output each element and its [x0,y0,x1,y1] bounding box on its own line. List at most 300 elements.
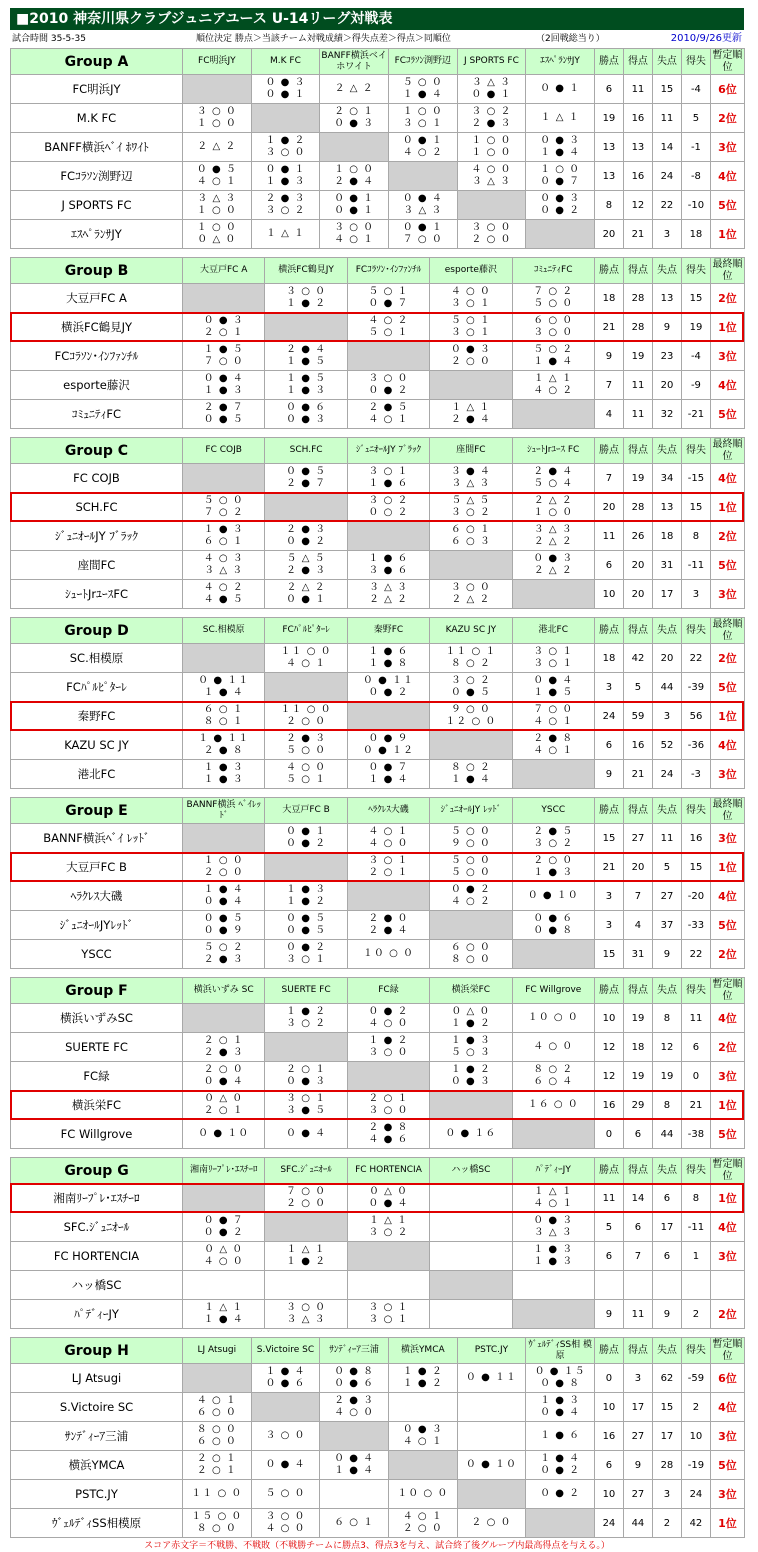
self-match-cell [265,673,347,702]
score-cell: ４ ○ ３ ３ △ ３ [183,551,265,580]
stat-cell: 27 [652,882,681,911]
stat-header: 得点 [623,258,652,284]
rank-header: 最終順位 [712,798,743,822]
self-match-cell [430,1091,512,1120]
rank-cell: 4位 [710,1393,744,1422]
score-cell: ６ ○ ０ ８ ○ ０ [430,940,512,969]
score-cell: ５ ○ ０ ９ ○ ０ [430,824,512,853]
stat-header: 勝点 [594,49,623,75]
table-row [11,75,745,104]
ranking-rule: 順位決定 勝点＞当該チーム対戦成績＞得失点差＞得点＞同順位 [196,34,451,44]
rank-cell: 4位 [710,882,744,911]
score-cell: １ ● ５ ７ ○ ０ [183,342,265,371]
score-cell: ４ ○ １ ２ ○ ０ [388,1509,457,1538]
stat-cell: 6 [594,551,623,580]
score-cell: ２ ● ０ ２ ● ４ [347,911,429,940]
opponent-header: 湘南ﾘｰﾌﾟﾚ･ｴｽﾁｰﾛ [183,1158,265,1184]
stat-cell: -1 [681,133,710,162]
stat-cell: 59 [623,702,652,731]
table-row [11,911,745,940]
rank-cell: 6位 [710,1364,744,1393]
table-row [11,1213,745,1242]
score-cell: ０ ● ５ ２ ● ７ [265,464,347,493]
table-row [11,162,745,191]
score-cell: ５ △ ５ ３ ○ ２ [430,493,512,522]
self-match-cell [347,702,429,731]
score-cell: ６ ○ ０ ３ ○ ０ [512,313,594,342]
table-row [11,1451,745,1480]
score-cell: ３ ○ ０ [251,1422,320,1451]
score-cell: ７ ○ ０ ２ ○ ０ [265,1184,347,1213]
opponent-header: BANNF横浜 ﾍﾞｲﾚｯﾄﾞ [183,798,265,824]
stat-cell: -39 [681,673,710,702]
self-match-cell [457,191,526,220]
stat-header: 得失 [681,1338,710,1364]
score-cell: ３ ○ １ ３ ● ５ [265,1091,347,1120]
stat-cell: 0 [594,1364,623,1393]
opponent-header: 港北FC [512,618,594,644]
team-name: ｺﾐｭﾆﾃｨFC [11,400,183,429]
stat-cell: 3 [681,580,710,609]
score-cell: １ ○ ０ ２ ○ ０ [183,853,265,882]
stat-cell: 9 [652,940,681,969]
score-cell: ４ ○ ２ ５ ○ １ [347,313,429,342]
stat-header: 得失 [681,1158,710,1184]
group-table [10,977,745,1149]
stat-cell: 56 [681,702,710,731]
score-cell: １ ○ ０ ２ ● ４ [320,162,389,191]
stat-cell: -4 [681,75,710,104]
stat-cell: 6 [594,731,623,760]
score-cell: １ ● ２ ３ ○ ２ [265,1004,347,1033]
score-cell: ０ △ ０ ２ ○ １ [183,1091,265,1120]
team-name: BANFF横浜ﾍﾞｲ ﾎﾜｲﾄ [11,133,183,162]
score-cell: ４ ○ １ ６ ○ ０ [183,1393,252,1422]
table-row [11,580,745,609]
opponent-header: FC緑 [347,978,429,1004]
score-cell: １５ ○ ０ ８ ○ ０ [183,1509,252,1538]
opponent-header: FCﾊﾟﾙﾋﾟﾀｰﾚ [265,618,347,644]
stat-cell: 13 [594,133,623,162]
stat-cell [594,1271,623,1300]
group-name: Group F [11,978,183,1004]
score-cell: ３ ○ ０ ３ △ ３ [265,1300,347,1329]
stat-cell: 9 [623,1451,652,1480]
score-cell: ０ ● ９ ０ ● １２ [347,731,429,760]
stat-header: 得点 [623,1158,652,1184]
stat-cell: 15 [652,75,681,104]
stat-cell: 7 [594,371,623,400]
self-match-cell [512,400,594,429]
rank-cell: 5位 [710,191,744,220]
group-name: Group A [11,49,183,75]
stat-cell: 5 [594,1213,623,1242]
rank-cell: 3位 [710,342,744,371]
table-row [11,1242,745,1271]
opponent-header: ｼﾞｭﾆｵｰﾙJY ﾚｯﾄﾞ [430,798,512,824]
stat-cell: 24 [594,1509,623,1538]
score-cell: ２ △ ２ [320,75,389,104]
score-cell: ２ ○ １ ３ ○ ０ [347,1091,429,1120]
self-match-cell [183,1004,265,1033]
rank-cell: 4位 [710,1004,744,1033]
stat-cell: 15 [594,824,623,853]
page-title: ■2010 神奈川県クラブジュニアユース U-14リーグ対戦表 [10,8,744,30]
stat-cell: 37 [652,911,681,940]
score-cell: ３ ○ １ １ ● ６ [347,464,429,493]
table-row [11,1480,745,1509]
score-cell: ０ ● １０ [512,882,594,911]
score-cell: １ △ １ １ ● ４ [183,1300,265,1329]
table-row [11,1033,745,1062]
score-cell: １ ○ ０ ３ ○ １ [388,104,457,133]
score-cell: ０ △ ０ ４ ○ ０ [183,1242,265,1271]
self-match-cell [183,824,265,853]
self-match-cell [430,911,512,940]
stat-cell: 15 [681,853,710,882]
stat-cell: 15 [681,493,710,522]
group-table [10,257,745,429]
score-cell: １ ● ２ ３ ○ ０ [251,133,320,162]
stat-cell: 19 [623,464,652,493]
stat-cell: 17 [652,580,681,609]
rank-cell: 4位 [710,162,744,191]
stat-cell: 16 [681,824,710,853]
opponent-header: 横浜栄FC [430,978,512,1004]
stat-header: 得点 [623,798,652,824]
score-cell: ０ ● ４ １ ● ５ [512,673,594,702]
stat-cell: 19 [623,1004,652,1033]
score-cell: ５ △ ５ ２ ● ３ [265,551,347,580]
team-name: 港北FC [11,760,183,789]
score-cell: １ △ １ [526,104,595,133]
rank-cell: 5位 [710,1120,744,1149]
stat-cell: 8 [652,1004,681,1033]
score-cell: ４ ○ ２ ４ ● ５ [183,580,265,609]
table-row [11,284,745,313]
stat-header: 失点 [652,1338,681,1364]
score-cell: ３ ○ ０ ２ △ ２ [430,580,512,609]
opponent-header: PSTC.JY [457,1338,526,1364]
score-cell [347,1271,429,1300]
stat-cell: 6 [652,1242,681,1271]
stat-cell: 12 [652,1033,681,1062]
stat-cell: -38 [681,1120,710,1149]
score-cell: １ ● ６ １ ● ８ [347,644,429,673]
table-row [11,551,745,580]
rank-cell: 1位 [710,313,744,342]
stat-cell: 42 [623,644,652,673]
score-cell: ３ ○ ０ ０ ● ２ [347,371,429,400]
score-cell: ０ ● ４ １ ● ４ [320,1451,389,1480]
score-cell: １ △ １ ４ ○ １ [512,1184,594,1213]
score-cell: ８ ○ ２ ６ ○ ４ [512,1062,594,1091]
stat-cell: 11 [594,1184,623,1213]
rank-header: 最終順位 [712,618,743,642]
stat-header: 失点 [652,49,681,75]
stat-cell: 16 [623,104,652,133]
score-cell: １ ● ５ １ ● ３ [265,371,347,400]
stat-cell: 9 [652,313,681,342]
score-cell: ３ ○ ２ ０ ○ ２ [347,493,429,522]
score-cell: １ ● ２ １ ● ２ [388,1364,457,1393]
score-cell: ０ △ ０ ０ ● ４ [347,1184,429,1213]
score-cell: １ ● ４ ０ ● ２ [526,1451,595,1480]
score-cell: １ △ １ ２ ● ４ [430,400,512,429]
stat-cell: 5 [681,104,710,133]
group-name: Group C [11,438,183,464]
score-cell: ３ △ ３ １ ○ ０ [183,191,252,220]
self-match-cell [430,551,512,580]
team-name: 大豆戸FC A [11,284,183,313]
self-match-cell [265,313,347,342]
self-match-cell [265,1033,347,1062]
score-cell: ４ ○ ０ [512,1033,594,1062]
team-name: ﾊﾟﾃﾞｨｰJY [11,1300,183,1329]
table-row [11,673,745,702]
stat-header: 勝点 [594,258,623,284]
score-cell [183,1271,265,1300]
score-cell: １ △ １ １ ● ２ [265,1242,347,1271]
team-name: FC HORTENCIA [11,1242,183,1271]
score-cell: １ ○ ０ ０ ● ７ [526,162,595,191]
group-table [10,48,745,249]
stat-cell: 28 [623,313,652,342]
stat-cell: 3 [594,882,623,911]
self-match-cell [526,220,595,249]
table-row [11,400,745,429]
score-cell: ５ ○ ０ ５ ○ ０ [430,853,512,882]
opponent-header: FC HORTENCIA [347,1158,429,1184]
stat-cell: 13 [652,493,681,522]
stat-cell: 6 [594,75,623,104]
score-cell [430,1184,512,1213]
rank-cell: 3位 [710,1242,744,1271]
stat-cell: 3 [594,673,623,702]
score-cell: ３ ○ ０ １ ● ２ [265,284,347,313]
opponent-header: FC Willgrove [512,978,594,1004]
opponent-header: BANFF横浜ベイ ホワイト [320,49,389,75]
score-cell [512,1271,594,1300]
stat-cell: 18 [681,220,710,249]
score-cell: ０ ● ３ ２ △ ２ [512,551,594,580]
stat-cell: 11 [652,104,681,133]
rank-cell: 3位 [710,824,744,853]
team-name: FC Willgrove [11,1120,183,1149]
stat-cell: 11 [652,824,681,853]
score-cell: ０ ● ３ ２ ○ １ [183,313,265,342]
table-row [11,493,745,522]
score-cell: ２ ● ３ ０ ● ２ [265,522,347,551]
opponent-header: ｴｽﾍﾟﾗﾝｻJY [526,49,595,75]
stat-header: 勝点 [594,438,623,464]
self-match-cell [320,133,389,162]
opponent-header: 秦野FC [347,618,429,644]
stat-cell: 44 [652,673,681,702]
stat-header: 得失 [681,438,710,464]
opponent-header: S.Victoire SC [251,1338,320,1364]
opponent-header: ﾍﾗｸﾚｽ大磯 [347,798,429,824]
team-name: esporte藤沢 [11,371,183,400]
score-cell: ０ ● ５ ０ ● ９ [183,911,265,940]
score-cell: ６ ○ １ ６ ○ ３ [430,522,512,551]
stat-cell: 20 [623,580,652,609]
group-table [10,797,745,969]
score-cell: ０ ● ２ ４ ○ ２ [430,882,512,911]
stat-cell: 21 [681,1091,710,1120]
opponent-header: LJ Atsugi [183,1338,252,1364]
score-cell: １ ● ６ ３ ● ６ [347,551,429,580]
rank-cell: 1位 [710,1509,744,1538]
score-cell: ２ ○ ０ ０ ● ４ [183,1062,265,1091]
stat-cell: 21 [623,220,652,249]
table-row [11,1422,745,1451]
table-row [11,853,745,882]
stat-cell: 31 [652,551,681,580]
table-row [11,1091,745,1120]
stat-cell: 2 [652,1509,681,1538]
opponent-header: 横浜いずみ SC [183,978,265,1004]
stat-cell: 10 [594,1004,623,1033]
self-match-cell [347,882,429,911]
score-cell: ５ ○ ０ [251,1480,320,1509]
team-name: ｳﾞｪﾙﾃﾞｨSS相模原 [11,1509,183,1538]
score-cell: ５ ○ ２ ２ ● ３ [183,940,265,969]
stat-cell: 16 [623,162,652,191]
self-match-cell [388,162,457,191]
score-cell: ０ ● １１ １ ● ４ [183,673,265,702]
stat-cell: 19 [594,104,623,133]
stat-cell: 12 [594,1062,623,1091]
team-name: J SPORTS FC [11,191,183,220]
opponent-header: KAZU SC JY [430,618,512,644]
score-cell: ７ ○ ２ ５ ○ ０ [512,284,594,313]
score-cell: １ ● ６ [526,1422,595,1451]
score-cell: ５ ○ ０ １ ● ４ [388,75,457,104]
table-row [11,371,745,400]
score-cell: １ ● ２ ０ ● ３ [430,1062,512,1091]
score-cell: ２ ○ １ ０ ● ３ [265,1062,347,1091]
score-cell: ４ ○ １ ４ ○ ０ [347,824,429,853]
team-name: FCｺﾗｿﾝ･ｲﾝﾌｧﾝﾁﾙ [11,342,183,371]
stat-cell: -36 [681,731,710,760]
self-match-cell [347,522,429,551]
opponent-header: 座間FC [430,438,512,464]
team-name: FCﾊﾟﾙﾋﾟﾀｰﾚ [11,673,183,702]
stat-cell: 14 [623,1184,652,1213]
self-match-cell [183,284,265,313]
score-cell: ０ ● １ ０ ● ２ [265,824,347,853]
stat-cell: 16 [594,1422,623,1451]
stat-cell: 2 [681,1393,710,1422]
stat-cell [623,1271,652,1300]
stat-cell: 18 [594,284,623,313]
table-row [11,940,745,969]
table-row [11,644,745,673]
score-cell: ０ ● ２ [526,1480,595,1509]
rank-cell: 4位 [710,731,744,760]
stat-cell: 17 [623,1393,652,1422]
opponent-header: ｺﾐｭﾆﾃｨFC [512,258,594,284]
self-match-cell [457,1480,526,1509]
stat-cell: -11 [681,551,710,580]
stat-cell: 23 [652,342,681,371]
stat-cell: 15 [594,940,623,969]
score-cell: ０ ● １ ４ ○ ２ [388,133,457,162]
score-cell: ２ ● ５ ４ ○ １ [347,400,429,429]
stat-header: 失点 [652,1158,681,1184]
rank-cell: 2位 [710,522,744,551]
score-cell: ２ ○ １ ０ ● ３ [320,104,389,133]
team-name: 座間FC [11,551,183,580]
stat-cell: -15 [681,464,710,493]
score-cell: １１ ○ ０ ４ ○ １ [265,644,347,673]
table-row [11,313,745,342]
stat-header: 勝点 [594,1158,623,1184]
stat-cell: 24 [681,1480,710,1509]
team-name: LJ Atsugi [11,1364,183,1393]
stat-header: 得点 [623,978,652,1004]
score-cell: ０ ● ３ ０ ● ２ [526,191,595,220]
score-cell: ３ ● ４ ３ △ ３ [430,464,512,493]
stat-cell: 3 [652,1480,681,1509]
score-cell: １ ● ３ ５ ○ ３ [430,1033,512,1062]
stat-cell: 14 [652,133,681,162]
score-cell: ０ ● １０ [183,1120,265,1149]
stat-cell: 2 [681,1300,710,1329]
rank-cell: 3位 [710,580,744,609]
score-cell: ６ ○ １ ８ ○ １ [183,702,265,731]
stat-cell: 4 [594,400,623,429]
opponent-header: 大豆戸FC B [265,798,347,824]
team-name: FCｺﾗｿﾝ渕野辺 [11,162,183,191]
score-cell: ０ ● ３ ０ ● １ [251,75,320,104]
score-cell: ８ ○ ２ １ ● ４ [430,760,512,789]
table-row [11,1271,745,1300]
stat-cell: 22 [681,940,710,969]
self-match-cell [265,853,347,882]
self-match-cell [183,464,265,493]
stat-cell: 20 [652,371,681,400]
stat-cell: 24 [652,162,681,191]
stat-cell: 6 [681,1033,710,1062]
table-row [11,464,745,493]
stat-header: 得失 [681,258,710,284]
score-cell: １ ● ４ ０ ● ６ [251,1364,320,1393]
team-name: 横浜FC鶴見JY [11,313,183,342]
opponent-header: SC.相模原 [183,618,265,644]
score-cell [320,1480,389,1509]
score-cell: ０ ● １ ７ ○ ０ [388,220,457,249]
stat-cell: 10 [594,1480,623,1509]
stat-header: 勝点 [594,618,623,644]
score-cell: ４ ○ ０ ３ △ ３ [457,162,526,191]
stat-cell: 24 [652,760,681,789]
score-cell: １１ ○ １ ８ ○ ２ [430,644,512,673]
stat-header: 勝点 [594,1338,623,1364]
score-cell: ３ ○ １ ３ ○ １ [512,644,594,673]
score-cell: ０ ● ２ ４ ○ ０ [347,1004,429,1033]
stat-cell: 13 [623,133,652,162]
stat-cell: 9 [594,760,623,789]
team-name: ｼﾞｭﾆｵｰﾙJY ﾌﾞﾗｯｸ [11,522,183,551]
rank-cell: 5位 [710,400,744,429]
rank-cell: 1位 [710,853,744,882]
score-cell: ０ ● ４ [251,1451,320,1480]
score-cell [430,1242,512,1271]
stat-cell: 19 [681,313,710,342]
score-cell: ３ △ ３ ０ ● １ [457,75,526,104]
